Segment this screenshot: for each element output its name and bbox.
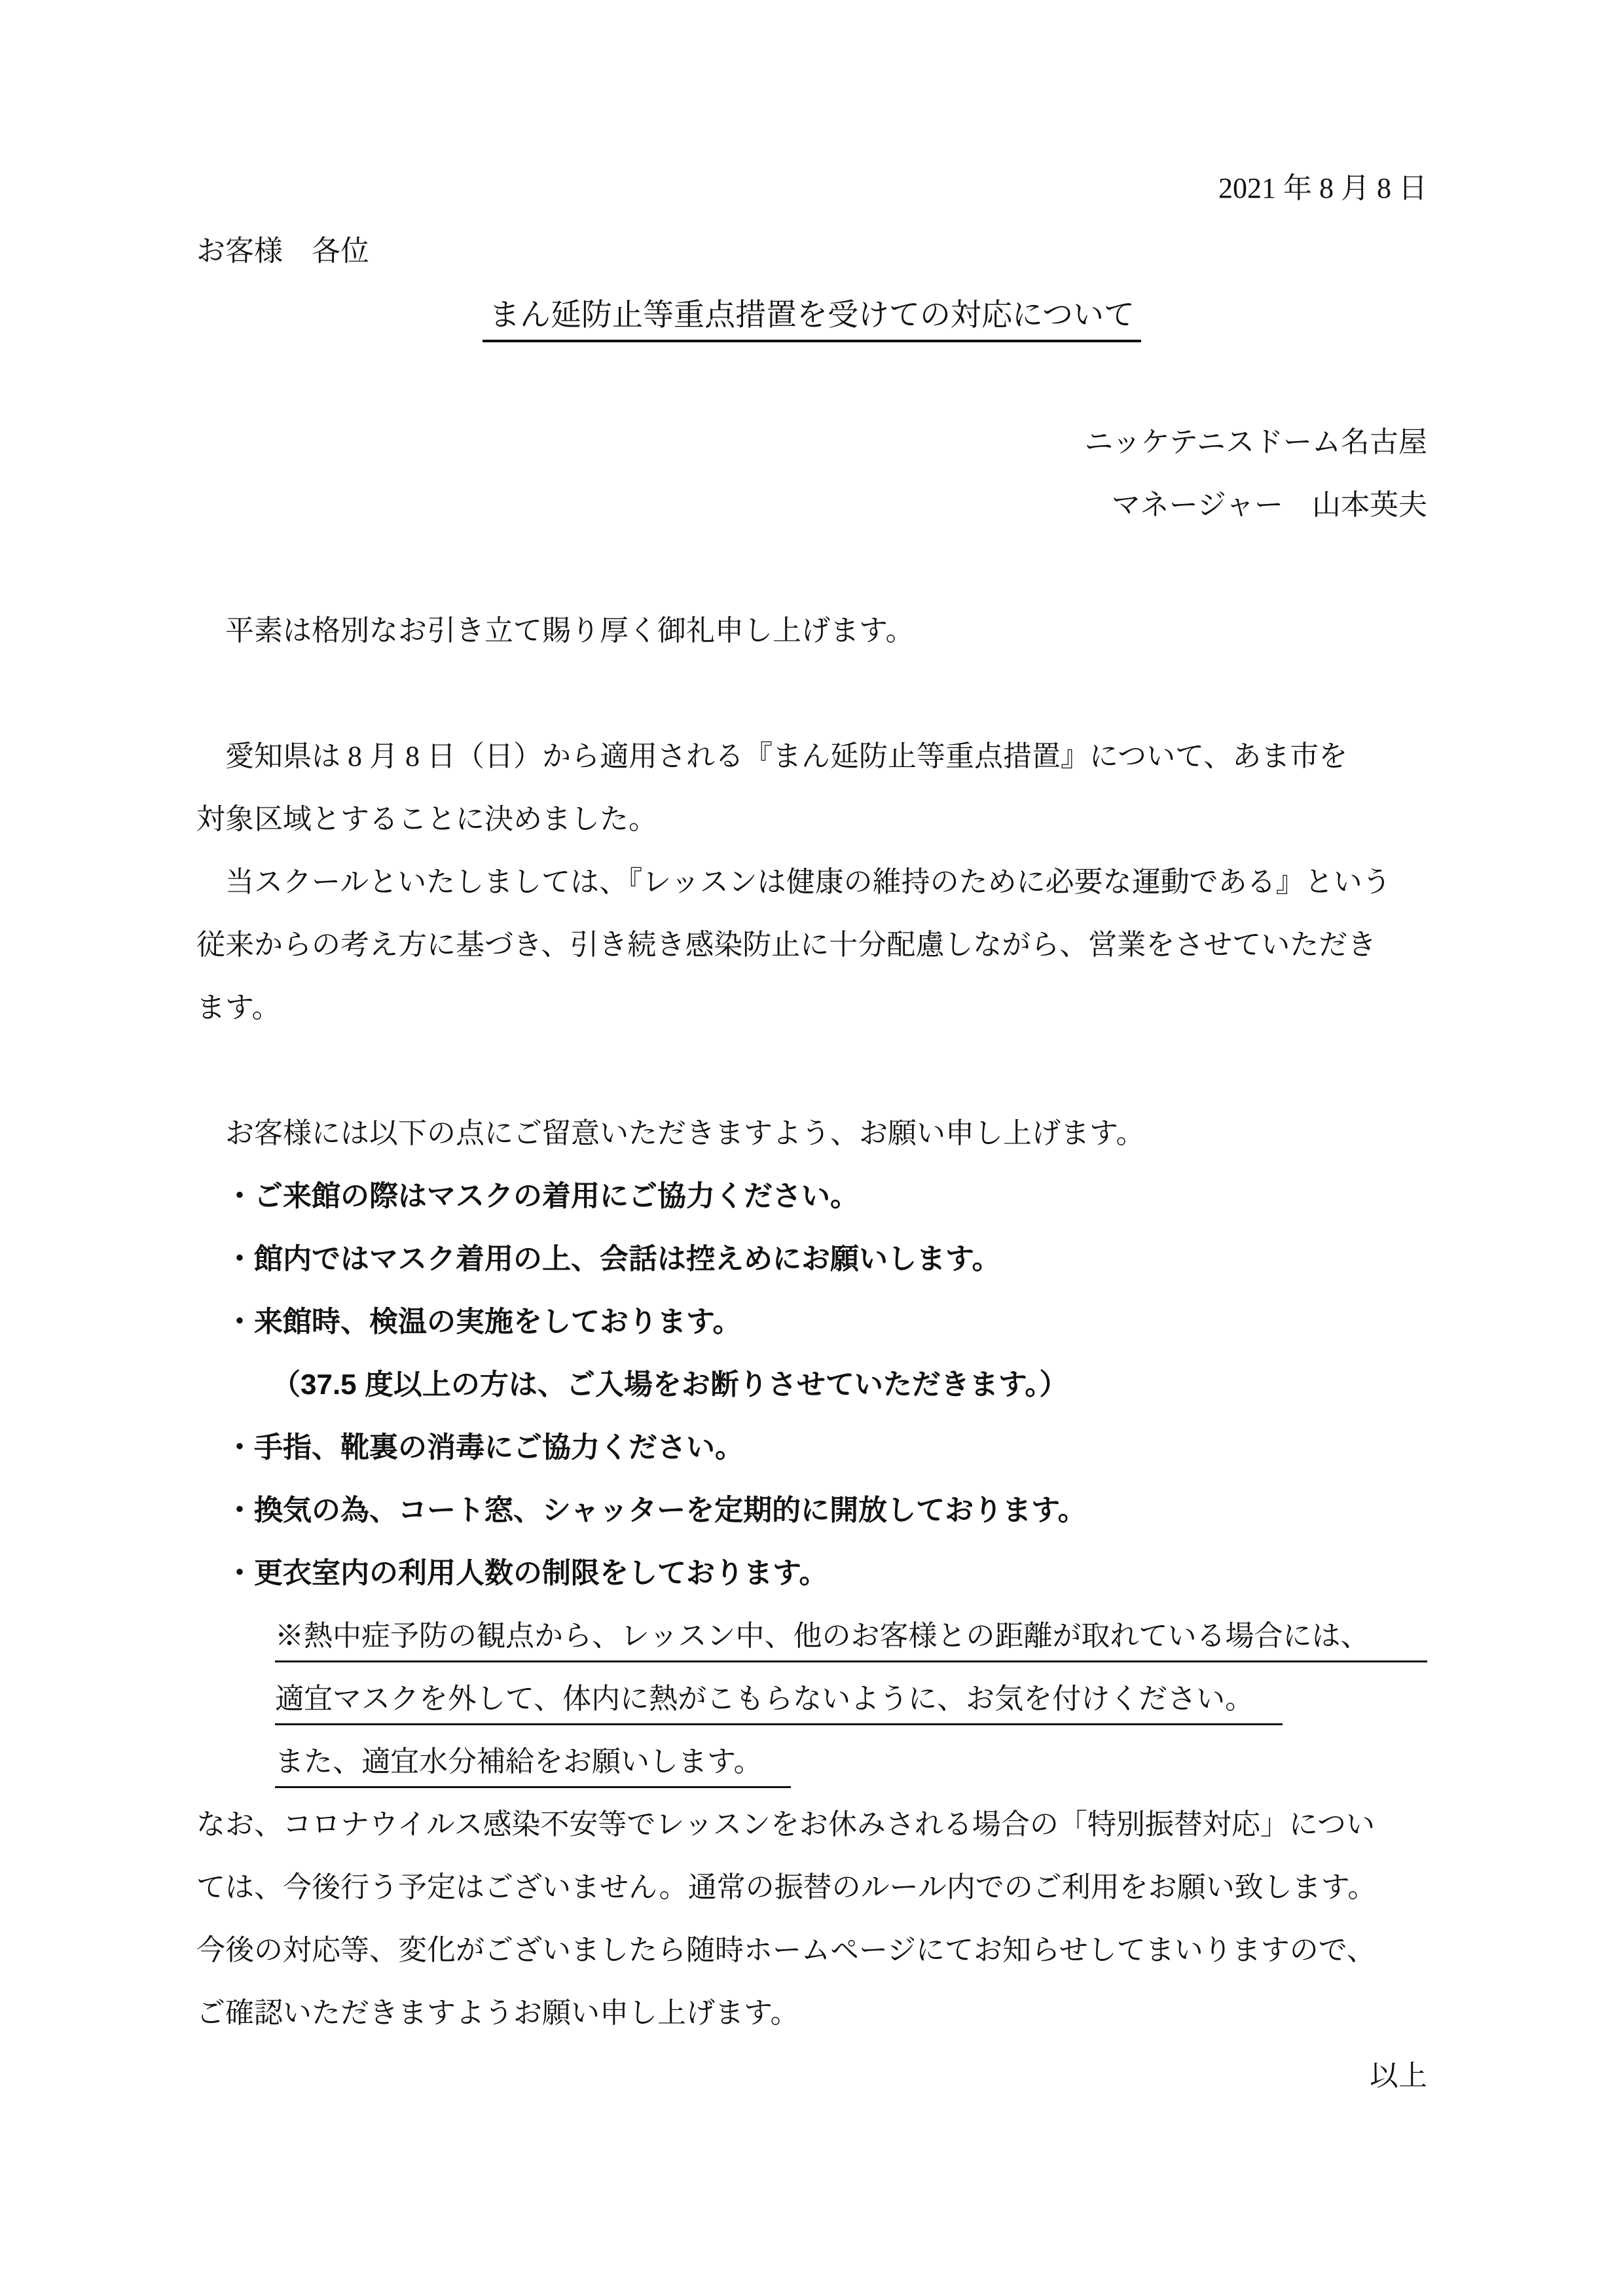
closing-line-4: ご確認いただきますようお願い申し上げます。 bbox=[196, 1997, 799, 2029]
document-date: 2021 年 8 月 8 日 bbox=[1218, 172, 1427, 204]
spacer bbox=[196, 537, 1427, 600]
spacer bbox=[196, 348, 1427, 411]
heat-note-text-3: また、適宜水分補給をお願いします。 bbox=[275, 1738, 791, 1788]
heat-note-line-2 bbox=[196, 1668, 1427, 1731]
recipient: お客様 各位 bbox=[196, 235, 369, 267]
heat-note-line-3 bbox=[196, 1731, 1427, 1793]
paragraph-policy-line-2: 従来からの考え方に基づき、引き続き感染防止に十分配慮しながら、営業をさせていただき bbox=[196, 929, 1377, 961]
closing-line-2: ては、今後行う予定はございません。通常の振替のルール内でのご利用をお願い致します。 bbox=[196, 1871, 1377, 1903]
paragraph-policy-line-1: 当スクールといたしましては、『レッスンは健康の維持のために必要な運動である』という bbox=[225, 866, 1391, 898]
bullet-locker-room-limit: ・更衣室内の利用人数の制限をしております。 bbox=[225, 1557, 828, 1589]
paragraph-policy-line-3: ます。 bbox=[196, 992, 281, 1024]
request-intro: お客様には以下の点にご留意いただきますよう、お願い申し上げます。 bbox=[225, 1117, 1145, 1149]
paragraph-measure-line-1: 愛知県は 8 月 8 日（日）から適用される『まん延防止等重点措置』について、あま市を bbox=[225, 740, 1348, 772]
letter-content bbox=[196, 157, 1427, 2108]
paragraph-measure-line-2: 対象区域とすることに決めました。 bbox=[196, 803, 657, 835]
bullet-mask-conversation: ・館内ではマスク着用の上、会話は控えめにお願いします。 bbox=[225, 1243, 1001, 1275]
greeting: 平素は格別なお引き立て賜り厚く御礼申し上げます。 bbox=[225, 615, 915, 647]
heat-note-text-2: 適宜マスクを外して、体内に熱がこもらないように、お気を付けください。 bbox=[275, 1675, 1283, 1725]
bullet-temperature-check: ・来館時、検温の実施をしております。 bbox=[225, 1306, 742, 1338]
document-title bbox=[196, 283, 1427, 348]
sender-organization: ニッケテニスドーム名古屋 bbox=[1084, 426, 1427, 458]
bullet-disinfection: ・手指、靴裏の消毒にご協力ください。 bbox=[225, 1431, 744, 1463]
heat-note-text-1: ※熱中症予防の観点から、レッスン中、他のお客様との距離が取れている場合には、 bbox=[275, 1612, 1427, 1662]
spacer bbox=[196, 662, 1427, 725]
document-title-text: まん延防止等重点措置を受けての対応について bbox=[483, 291, 1141, 342]
bullet-temperature-threshold: （37.5 度以上の方は、ご入場をお断りさせていただきます。） bbox=[272, 1369, 1068, 1401]
closing-mark: 以上 bbox=[1370, 2060, 1427, 2092]
closing-line-3: 今後の対応等、変化がございましたら随時ホームページにてお知らせしてまいりますので、 bbox=[196, 1934, 1376, 1966]
heat-note-line-1 bbox=[196, 1605, 1427, 1668]
closing-line-1: なお、コロナウイルス感染不安等でレッスンをお休みされる場合の「特別振替対応」につい bbox=[196, 1808, 1376, 1840]
sender-name: マネージャー 山本英夫 bbox=[1111, 489, 1427, 521]
bullet-mask-entry: ・ご来館の際はマスクの着用にご協力ください。 bbox=[225, 1180, 859, 1212]
spacer bbox=[196, 1039, 1427, 1102]
bullet-ventilation: ・換気の為、コート窓、シャッターを定期的に開放しております。 bbox=[225, 1494, 1087, 1526]
